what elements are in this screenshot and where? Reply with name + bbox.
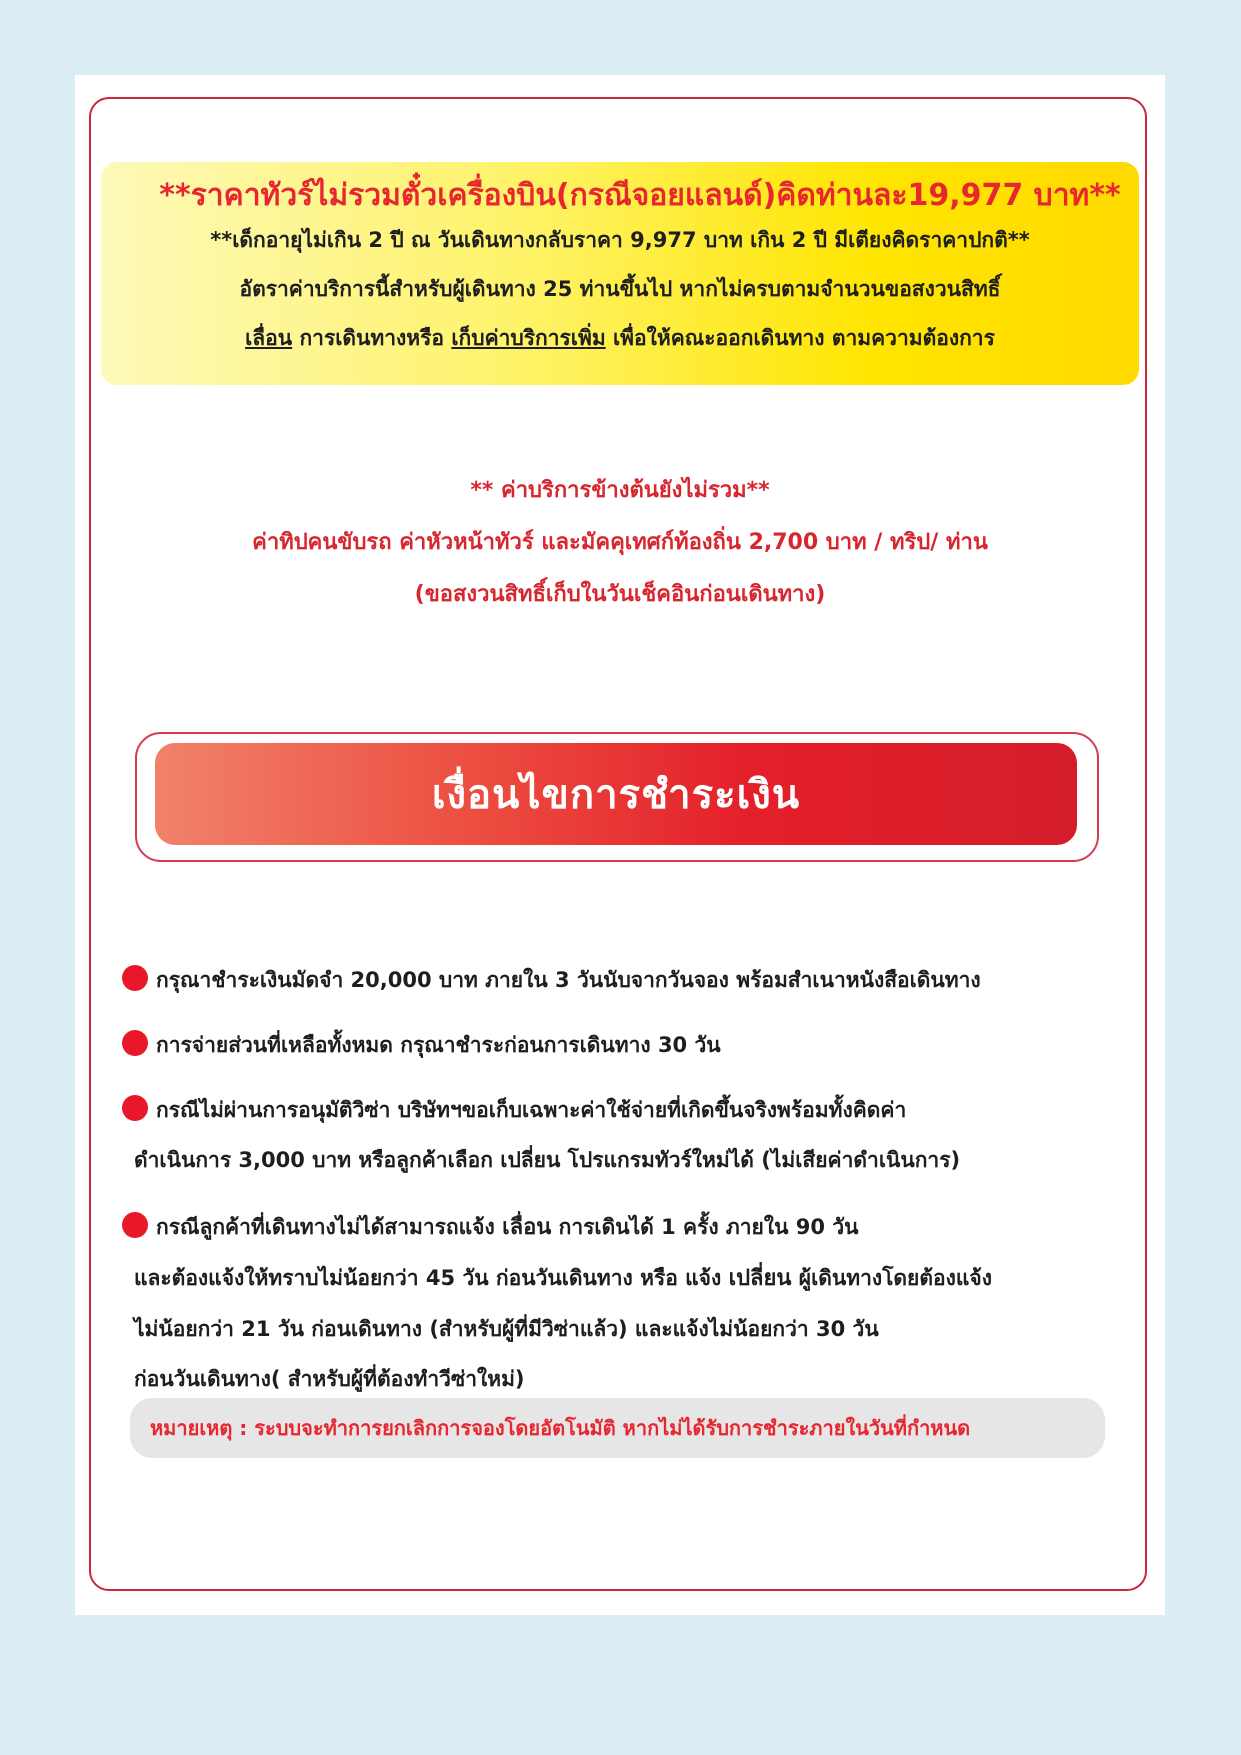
tip-charge-line: ค่าทิปคนขับรถ ค่าหัวหน้าทัวร์ และมัคคุเทศก์ท้องถิ่น 2,700 บาท / ทริป/ ท่าน (252, 530, 988, 555)
condition-deposit (122, 955, 1142, 1005)
condition-text-cont: ก่อนวันเดินทาง( สำหรับผู้ที่ต้องทำวีซ่าใหม่) (134, 1367, 525, 1391)
postpone-line (101, 314, 1139, 363)
condition-text-cont: ไม่น้อยกว่า 21 วัน ก่อนเดินทาง (สำหรับผู้ที่มีวิซ่าแล้ว) และแจ้งไม่น้อยกว่า 30 วัน (134, 1317, 879, 1341)
document-page (75, 75, 1165, 1615)
payment-heading: เงื่อนไขการชำระเงิน (431, 772, 801, 818)
postpone-end: เพื่อให้คณะออกเดินทาง ตามความต้องการ (605, 326, 995, 350)
child-price-line: **เด็กอายุไม่เกิน 2 ปี ณ วันเดินทางกลับราคา 9,977 บาท เกิน 2 ปี มีเตียงคิดราคาปกติ** (210, 228, 1030, 252)
postpone-word: เลื่อน (245, 326, 293, 350)
bullet-dot-icon (122, 1030, 148, 1056)
condition-text: กรณีลูกค้าที่เดินทางไม่ได้สามารถแจ้ง (156, 1215, 503, 1239)
condition-change-pre: และต้องแจ้งให้ทราบไม่น้อยกว่า 45 วัน ก่อนวันเดินทาง หรือ แจ้ง (134, 1266, 729, 1290)
change-emphasis: เปลี่ยน (728, 1266, 792, 1291)
bullet-dot-icon (122, 1095, 148, 1121)
bullet-dot-icon (122, 965, 148, 991)
condition-visa (122, 1085, 1142, 1185)
condition-postpone (122, 1202, 1142, 1404)
condition-text-post: การเดินได้ 1 ครั้ง ภายใน 90 วัน (551, 1215, 859, 1239)
tip-collection-line: (ขอสงวนสิทธิ์เก็บในวันเช็คอินก่อนเดินทาง) (414, 582, 826, 607)
excluded-title: ** ค่าบริการข้างต้นยังไม่รวม** (470, 478, 770, 503)
condition-change-post: ผู้เดินทางโดยต้องแจ้ง (791, 1266, 992, 1290)
cancellation-note: หมายเหตุ : ระบบจะทำการยกเลิกการจองโดยอัตโนมัติ หากไม่ได้รับการชำระภายในวันที่กำหนด (130, 1398, 1105, 1458)
condition-text-cont: ดำเนินการ 3,000 บาท หรือลูกค้าเลือก เปลี่ยน โปรแกรมทัวร์ใหม่ได้ (ไม่เสียค่าดำเนินการ) (134, 1148, 961, 1172)
price-box (101, 162, 1139, 385)
payment-header (155, 743, 1077, 845)
condition-text: กรณีไม่ผ่านการอนุมัติวิซ่า บริษัทฯขอเก็บเฉพาะค่าใช้จ่ายที่เกิดขึ้นจริงพร้อมทั้งคิดค่า (156, 1098, 907, 1122)
condition-text: การจ่ายส่วนที่เหลือทั้งหมด กรุณาชำระก่อนการเดินทาง 30 วัน (156, 1033, 721, 1057)
condition-text: กรุณาชำระเงินมัดจำ 20,000 บาท ภายใน 3 วันนับจากวันจอง พร้อมสำเนาหนังสือเดินทาง (156, 968, 981, 992)
min-travelers-line: อัตราค่าบริการนี้สำหรับผู้เดินทาง 25 ท่านขึ้นไป หากไม่ครบตามจำนวนขอสงวนสิทธิ์ (239, 277, 1001, 301)
condition-balance (122, 1020, 1142, 1070)
postpone-mid: การเดินทางหรือ (292, 326, 452, 350)
price-title: **ราคาทัวร์ไม่รวมตั๋วเครื่องบิน(กรณีจอยแลนด์)คิดท่านละ19,977 บาท** (159, 178, 1121, 213)
condition-text-cont (122, 1253, 1142, 1304)
bullet-dot-icon (122, 1212, 148, 1238)
extra-charge-word: เก็บค่าบริการเพิ่ม (451, 326, 606, 350)
postpone-emphasis: เลื่อน (502, 1215, 552, 1240)
excluded-charges (101, 465, 1139, 621)
